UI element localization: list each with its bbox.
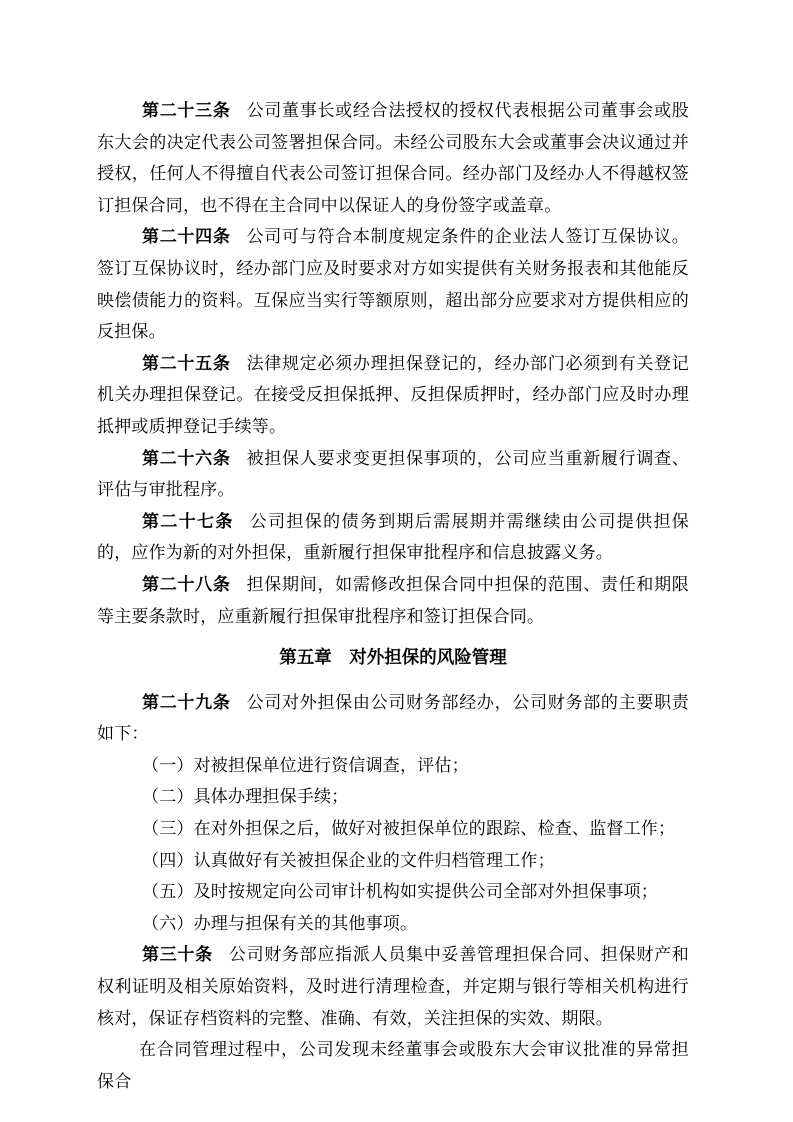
- article-text: 被担保人要求变更担保事项的，公司应当重新履行调查、评估与审批程序。: [97, 448, 690, 500]
- article-text: 法律规定必须办理担保登记的，经办部门必须到有关登记机关办理担保登记。在接受反担保抵押、反担保质押时，经办部门应及时办理抵押或质押登记手续等。: [97, 353, 690, 436]
- article-text: 公司财务部应指派人员集中妥善管理担保合同、担保财产和权利证明及相关原始资料，及时进行清理检查，并定期与银行等相关机构进行核对，保证存档资料的完整、准确、有效，关注担保的实效、期限。: [97, 945, 689, 1028]
- duty-item-6: （六）办理与担保有关的其他事项。: [142, 913, 418, 933]
- duty-item-3: （三）在对外担保之后，做好对被担保单位的跟踪、检查、监督工作；: [142, 819, 676, 839]
- article-text: 公司对外担保由公司财务部经办，公司财务部的主要职责如下：: [97, 692, 690, 744]
- article-label: 第二十九条: [142, 692, 231, 712]
- duty-item-5: （五）及时按规定向公司审计机构如实提供公司全部对外担保事项；: [142, 882, 658, 902]
- article-paragraph-26: [97, 443, 689, 506]
- chapter-heading: 第五章 对外担保的风险管理: [279, 647, 507, 668]
- duty-item-2: （二）具体办理担保手续；: [142, 787, 349, 807]
- article-label: 第二十八条: [142, 574, 231, 594]
- article-text: 公司董事长或经合法授权的授权代表根据公司董事会或股东大会的决定代表公司签署担保合同。未经公司股东大会或董事会决议通过并授权，任何人不得擅自代表公司签订担保合同。经办部门及经办人不得越权签订担保合同，也不得在主合同中以保证人的身份签字或盖章。: [97, 101, 690, 215]
- article-paragraph-29: [97, 687, 689, 750]
- article-paragraph-24: [97, 221, 689, 347]
- duty-item-1: （一）对被担保单位进行资信调查，评估；: [142, 755, 469, 775]
- article-text: 公司可与符合本制度规定条件的企业法人签订互保协议。签订互保协议时，经办部门应及时要求对方如实提供有关财务报表和其他能反映偿债能力的资料。互保应当实行等额原则，超出部分应要求对方提供相应的反担保。: [97, 227, 690, 342]
- article-paragraph-28: [97, 569, 689, 632]
- article-label: 第二十四条: [142, 227, 231, 247]
- article-label: 第二十三条: [142, 101, 231, 120]
- article-label: 第二十六条: [142, 448, 231, 468]
- article-label: 第三十条: [142, 945, 213, 965]
- closing-paragraph: 在合同管理过程中，公司发现未经董事会或股东大会审议批准的异常担保合: [97, 1040, 689, 1091]
- article-paragraph-25: [97, 348, 689, 443]
- article-text: 担保期间，如需修改担保合同中担保的范围、责任和期限等主要条款时，应重新履行担保审批程序和签订担保合同。: [97, 574, 690, 626]
- duty-item-4: （四）认真做好有关被担保企业的文件归档管理工作；: [142, 850, 555, 870]
- article-text: 公司担保的债务到期后需展期并需继续由公司提供担保的，应作为新的对外担保，重新履行担保审批程序和信息披露义务。: [97, 511, 689, 563]
- article-paragraph-30: [97, 939, 689, 1034]
- article-label: 第二十七条: [142, 511, 234, 531]
- article-paragraph-23: [97, 95, 689, 221]
- article-label: 第二十五条: [142, 353, 231, 373]
- article-paragraph-27: [97, 506, 689, 569]
